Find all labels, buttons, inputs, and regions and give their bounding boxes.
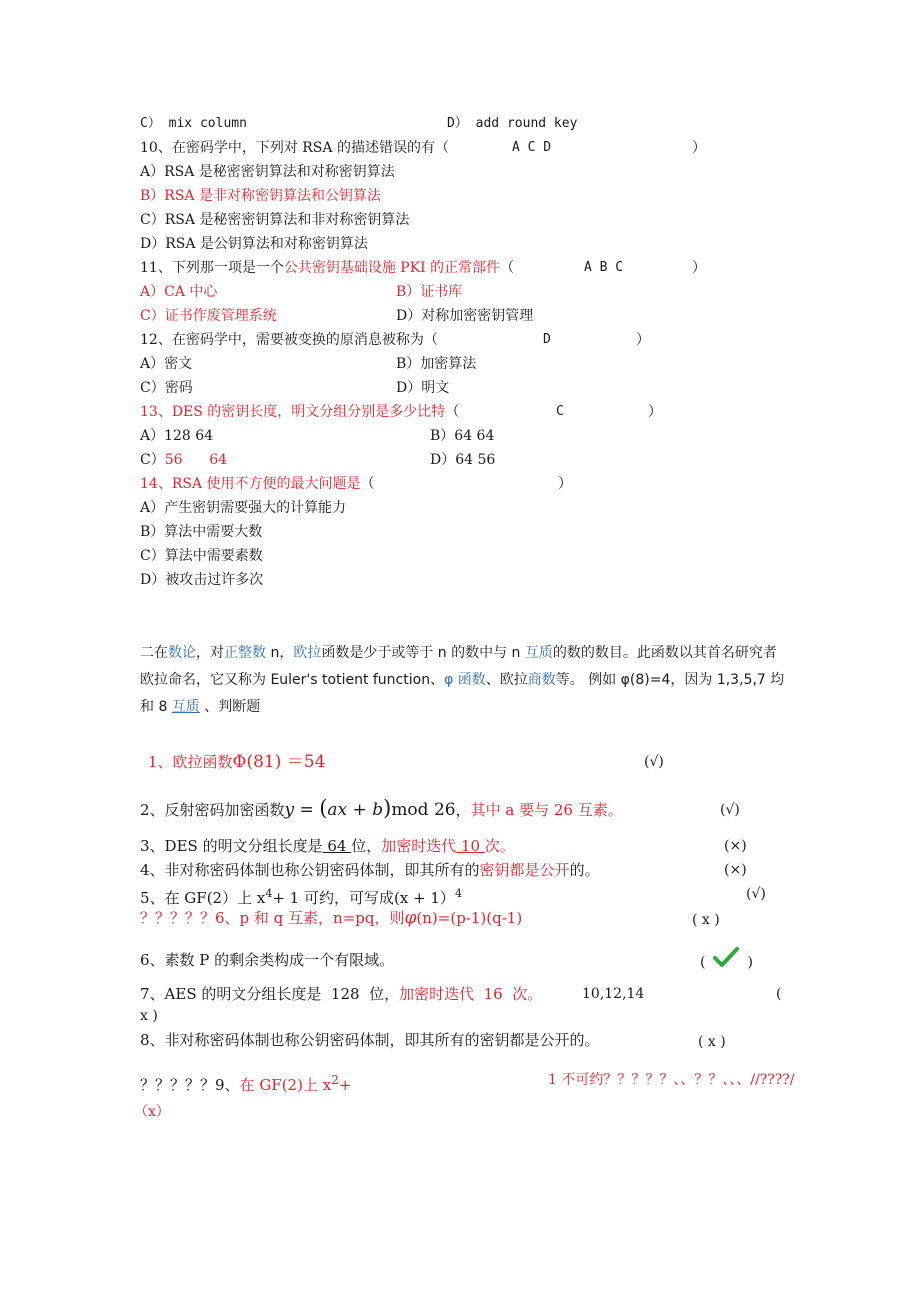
tf-item-8-mark: ( x ) (698, 1034, 726, 1050)
tf-item-2-mark: (√) (720, 802, 740, 818)
tf-item-9-right: 1 不可约？？？？？、、？？、、、//????/ (548, 1072, 795, 1088)
q10-option-c: C）RSA 是秘密密钥算法和非对称密钥算法 (140, 212, 410, 228)
tf-item-4: 4、非对称密码体制也称公钥密码体制，即其所有的密钥都是公开的。 (140, 861, 600, 879)
q9-option-d: D） add round key (447, 116, 578, 131)
q10-option-b: B）RSA 是非对称密钥算法和公钥算法 (140, 188, 381, 204)
q13-option-c: C）56 64 (140, 452, 228, 468)
tf-item-6-mark: ( ) (700, 946, 753, 976)
q10-option-a: A）RSA 是秘密密钥算法和对称密钥算法 (140, 164, 395, 180)
tf-item-7: 7、AES 的明文分组长度是 128 位，加密时迭代 16 次。 (140, 985, 543, 1003)
tf-item-4-mark: (×) (724, 862, 747, 878)
q14-close: ） (558, 476, 572, 492)
q11-option-b: B）证书库 (396, 284, 463, 300)
q13-stem: 13、DES 的密钥长度，明文分组分别是多少比特（ (140, 404, 460, 420)
check-icon (713, 946, 739, 979)
q11-close: ） (692, 260, 706, 276)
q11-stem: 11、下列那一项是一个公共密钥基础设施 PKI 的正常部件（ (140, 260, 515, 276)
tf-item-3-mark: (×) (724, 838, 747, 854)
q9-option-c: C） mix column (140, 116, 247, 131)
link-phi-function[interactable]: φ 函数 (444, 672, 486, 688)
tf-item-1-mark: (√) (644, 754, 664, 770)
q12-stem: 12、在密码学中，需要被变换的原消息被称为（ (140, 332, 438, 348)
tf-item-5-mark: (√) (746, 886, 766, 902)
q11-option-a: A）CA 中心 (140, 284, 218, 300)
tf-item-1: 1、欧拉函数Φ(81) ＝54 (148, 752, 326, 772)
q10-option-d: D）RSA 是公钥算法和对称密钥算法 (140, 236, 368, 252)
q13-option-d: D）64 56 (430, 452, 496, 468)
q12-option-d: D）明文 (396, 380, 450, 396)
q11-option-d: D）对称加密密钥管理 (396, 308, 534, 324)
tf-item-5: 5、在 GF(2）上 $x^4+ 1$ 可约，可写成(x + 1）$^4$ (140, 887, 462, 907)
q11-answer: A B C (584, 260, 624, 275)
link-coprime-2[interactable]: 互质 (171, 699, 200, 715)
tf-item-9-mark: （x） (134, 1104, 170, 1120)
tf-item-3: 3、DES 的明文分组长度是 64 位，加密时迭代 10 次。 (140, 837, 515, 855)
q11-option-c: C）证书作废管理系统 (140, 308, 277, 324)
q12-option-b: B）加密算法 (396, 356, 477, 372)
q13-close: ） (648, 404, 662, 420)
tf-item-6-question-mark: ( x ) (692, 912, 720, 928)
q13-option-b: B）64 64 (430, 428, 495, 444)
link-quotient[interactable]: 商数 (527, 672, 556, 688)
tf-item-8: 8、非对称密码体制也称公钥密码体制，即其所有的密钥都是公开的。 (140, 1031, 600, 1049)
q14-option-d: D）被攻击过许多次 (140, 572, 264, 588)
q12-close: ） (636, 332, 650, 348)
q13-option-a: A）128 64 (140, 428, 214, 444)
q13-answer: C (556, 404, 564, 419)
link-positive-integer[interactable]: 正整数 (224, 645, 266, 661)
tf-item-6: 6、素数 P 的剩余类构成一个有限域。 (140, 951, 395, 969)
q10-answer: A C D (512, 140, 552, 155)
tf-item-9: ？？？？？9、在 GF(2)上 $x^2+$ (140, 1073, 352, 1094)
tf-item-2: 2、反射密码加密函数y = (ax + b)mod 26，其中 a 要与 26 互素。 (140, 796, 623, 820)
tf-item-7-mark-open: ( (776, 986, 782, 1002)
q14-option-a: A）产生密钥需要强大的计算能力 (140, 500, 347, 516)
q12-option-c: C）密码 (140, 380, 193, 396)
tf-item-7-extra: 10,12,14 (582, 986, 645, 1002)
q14-option-b: B）算法中需要大数 (140, 524, 263, 540)
q10-close: ） (692, 140, 706, 156)
tf-item-6-question: ？？？？？6、p 和 q 互素，n=pq，则φ(n)=(p-1)(q-1) (140, 908, 523, 928)
q14-option-c: C）算法中需要素数 (140, 548, 263, 564)
euler-intro-paragraph: 二在数论，对正整数 n，欧拉函数是少于或等于 n 的数中与 n 互质的数的数目。此函数以其首名研究者欧拉命名，它又称为 Euler's totient function、φ 函数、欧拉商数等。 例如 φ(8)=4，因为 1,3,5,7 均和 8 互质 、判断题 (140, 645, 785, 715)
link-euler[interactable]: 欧拉 (293, 645, 322, 661)
q10-stem: 10、在密码学中，下列对 RSA 的描述错误的有（ (140, 140, 449, 156)
q12-answer: D (543, 332, 551, 347)
q12-option-a: A）密文 (140, 356, 193, 372)
q14-stem: 14、RSA 使用不方便的最大问题是（ (140, 476, 375, 492)
link-number-theory[interactable]: 数论 (168, 645, 196, 661)
tf-item-7-mark-close: x ) (140, 1008, 158, 1024)
link-coprime[interactable]: 互质 (524, 645, 553, 661)
